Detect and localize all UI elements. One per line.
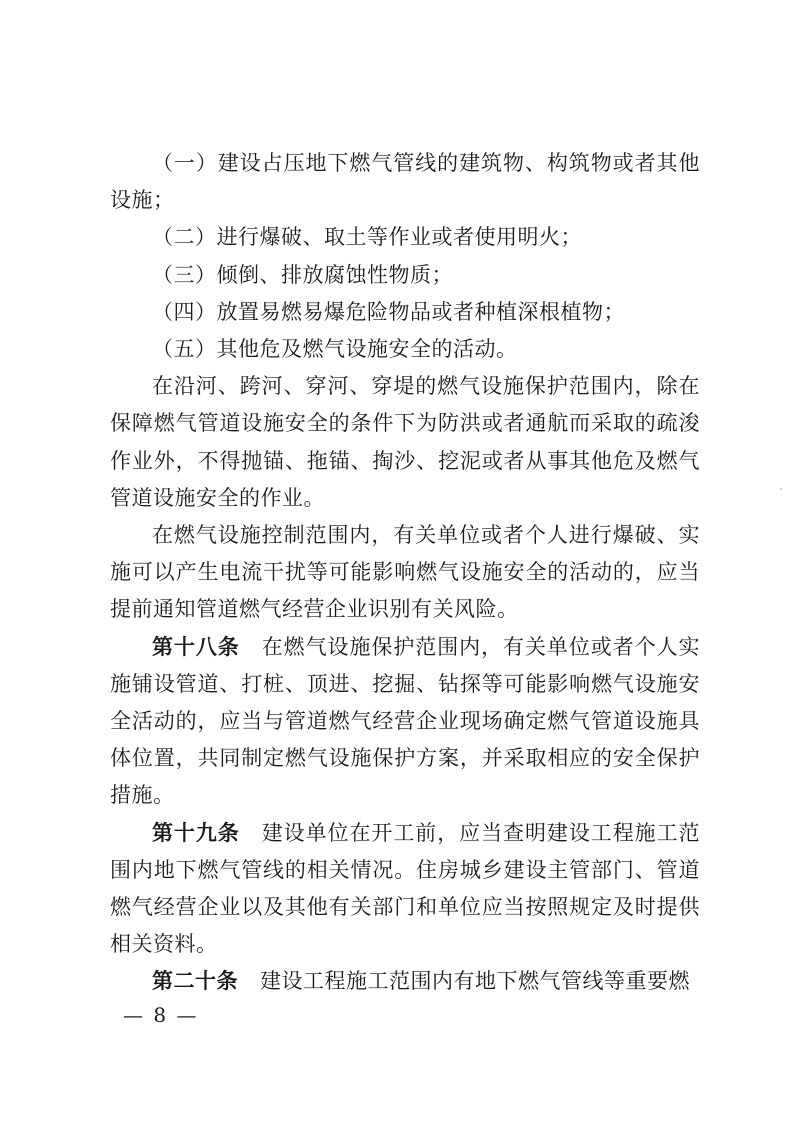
article-18-text: 在燃气设施保护范围内，有关单位或者个人实施铺设管道、打桩、顶进、挖掘、钻探等可能影响燃气设施安全活动的，应当与管道燃气经营企业现场确定燃气管道设施具体位置，共同制定燃气设施保护方案，并采取相应的安全保护措施。 (110, 634, 701, 808)
article-19 (110, 815, 700, 964)
paragraph-waterway: 在沿河、跨河、穿河、穿堤的燃气设施保护范围内，除在保障燃气管道设施安全的条件下为防洪或者通航而采取的疏浚作业外，不得抛锚、拖锚、掏沙、挖泥或者从事其他危及燃气管道设施安全的作业。 (110, 374, 700, 510)
article-18-title: 第十八条 (152, 634, 240, 659)
page-number: — 8 — (123, 1003, 199, 1027)
article-19-text: 建设单位在开工前，应当查明建设工程施工范围内地下燃气管线的相关情况。住房城乡建设主管部门、管道燃气经营企业以及其他有关部门和单位应当按照规定及时提供相关资料。 (110, 820, 701, 957)
scan-speck (780, 488, 782, 490)
article-20 (110, 963, 700, 1000)
article-19-title: 第十九条 (152, 820, 240, 845)
list-item-3: （三）倾倒、排放腐蚀性物质； (152, 262, 453, 287)
paragraph-control-range: 在燃气设施控制范围内，有关单位或者个人进行爆破、实施可以产生电流干扰等可能影响燃气设施安全的活动的，应当提前通知管道燃气经营企业识别有关风险。 (110, 523, 700, 622)
document-body (110, 145, 700, 1001)
list-item-4: （四）放置易燃易爆危险物品或者种植深根植物； (152, 299, 625, 324)
list-item-1: （一）建设占压地下燃气管线的建筑物、构筑物或者其他设施； (110, 151, 700, 213)
list-item-5: （五）其他危及燃气设施安全的活动。 (152, 337, 518, 362)
article-20-title: 第二十条 (152, 969, 238, 994)
list-item-2: （二）进行爆破、取土等作业或者使用明火； (152, 225, 582, 250)
article-20-text: 建设工程施工范围内有地下燃气管线等重要燃 (260, 969, 690, 994)
article-18 (110, 629, 700, 815)
